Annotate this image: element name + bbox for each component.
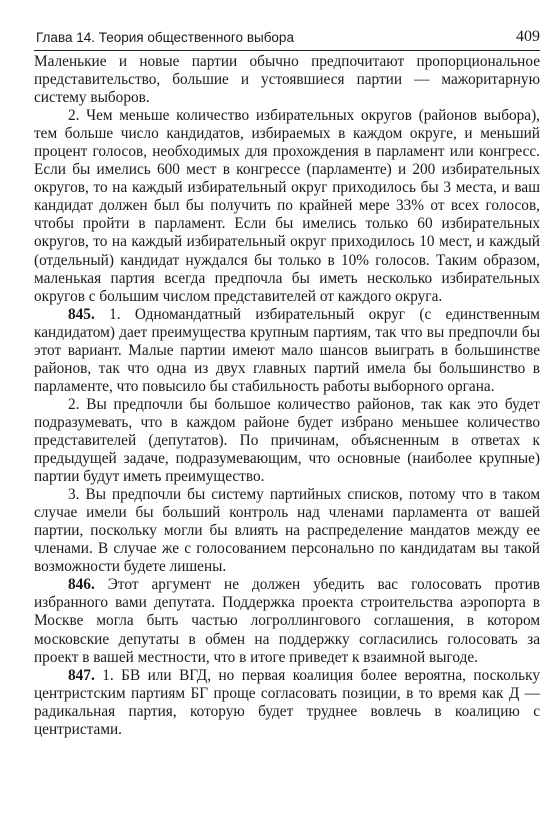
paragraph-text: Этот аргумент не должен убедить вас голосовать против избранного вами депутата. Поддержка проекта строительства аэропорта в Москве могла быть частью логроллингового соглашения, в котором московские депутаты в обмен на поддержку согласились голосовать за проект в вашей местности, что в итоге приведет к взаимной выгоде. bbox=[34, 576, 540, 666]
chapter-title: Глава 14. Теория общественного выбора bbox=[36, 30, 294, 45]
problem-answer-845 bbox=[34, 306, 540, 396]
paragraph-text: 1. БВ или ВГД, но первая коалиция более вероятна, поскольку центристским партиям БГ проще согласовать позиции, в то время как Д — радикальная партия, которую будет труднее вовлечь в коалицию с центристами. bbox=[34, 666, 540, 738]
body-text bbox=[34, 53, 540, 739]
paragraph bbox=[34, 107, 540, 306]
running-header bbox=[34, 26, 540, 51]
paragraph-text: 2. Чем меньше количество избирательных округов (районов выбора), тем больше число кандидатов, избираемых в каждом округе, и меньший процент голосов, необходимых для прохождения в парламент или конгресс. Если бы имелись 600 мест в конгрессе (парламенте) и 200 избирательных округов, то на каждый избирательный округ приходилось бы 3 места, и ваш кандидат должен был бы получить по крайней мере 33% от всех голосов, чтобы пройти в парламент. Если бы имелись только 60 избирательных округов, то на каждый избирательный округ приходилось 10 мест, и каждый (отдельный) кандидат нуждался бы только в 10% голосов. Таким образом, маленькая партия всегда предпочла бы иметь несколько избирательных округов с большим числом представителей от каждого округа. bbox=[34, 107, 540, 305]
page-number: 409 bbox=[516, 28, 540, 45]
book-page bbox=[34, 26, 540, 739]
paragraph-text: 2. Вы предпочли бы большое количество районов, так как это будет подразумевать, что в каждом районе будет избрано меньшее количество представителей (депутатов). По причинам, объясненным в ответах к предыдущей задаче, подразумевающим, что основные (наиболее крупные) партии будут иметь преимущество. bbox=[34, 395, 540, 486]
problem-number: 846. bbox=[68, 576, 95, 594]
paragraph bbox=[34, 486, 540, 576]
paragraph-text: 1. Одномандатный избирательный округ (с единственным кандидатом) дает преимущества крупным партиям, так что вы предпочли бы этот вариант. Малые партии имеют мало шансов выиграть в большинстве районов, так что одна из двух главных партий имела бы большинство в парламенте, что повысило бы стабильность работы выборного органа. bbox=[34, 305, 540, 395]
problem-answer-847 bbox=[34, 667, 540, 739]
paragraph-continuation bbox=[34, 53, 540, 107]
problem-number: 845. bbox=[68, 305, 95, 323]
paragraph-text: 3. Вы предпочли бы систему партийных списков, потому что в таком случае имели бы больший контроль над членами парламента от вашей партии, поскольку могли бы влиять на распределение мандатов между ее членами. В случае же с голосованием персонально по кандидатам вы такой возможности будете лишены. bbox=[34, 486, 540, 576]
paragraph-text: Маленькие и новые партии обычно предпочитают пропорциональное представительство, большие и устоявшиеся партии — мажоритарную систему выборов. bbox=[34, 53, 540, 107]
problem-answer-846 bbox=[34, 576, 540, 666]
paragraph bbox=[34, 396, 540, 486]
problem-number: 847. bbox=[68, 666, 95, 684]
